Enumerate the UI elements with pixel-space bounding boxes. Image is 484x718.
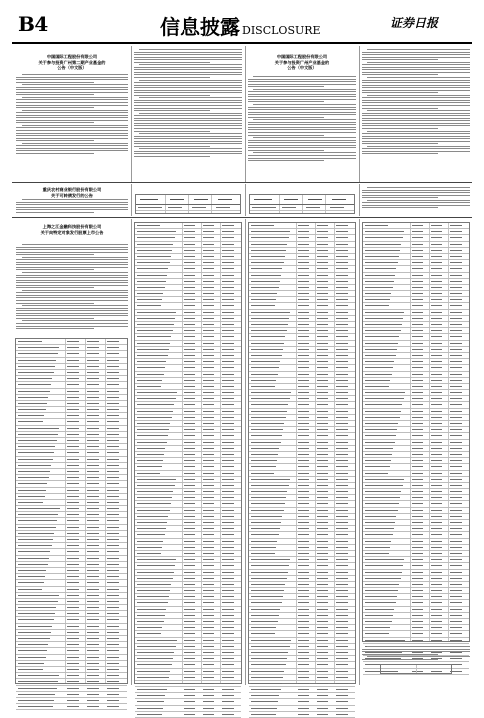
column-divider: [131, 46, 132, 182]
column-divider: [245, 184, 246, 216]
column-divider: [245, 46, 246, 182]
masthead: [12, 10, 472, 44]
section-title: [160, 11, 321, 40]
section-title-en: DISCLOSURE: [242, 24, 321, 37]
announcement-body: [362, 646, 470, 661]
announcement-body: [134, 49, 242, 159]
announcement-body: [16, 199, 128, 214]
section-divider: [12, 182, 472, 183]
data-table: [135, 194, 241, 214]
column-divider: [131, 184, 132, 216]
data-table: [249, 194, 355, 214]
table-row: [249, 712, 355, 718]
announcement-title: 中国国际工程股份有限公司 关于参与投资广州产业基金的 公告（中文版）: [274, 54, 330, 71]
signature-table: [380, 664, 452, 674]
table-row: [16, 704, 127, 710]
newspaper-logo: 证券日报: [390, 16, 439, 30]
announcement-title: 上海之江金融科技股份有限公司 关于向特定对象发行股票上市公告: [40, 224, 104, 235]
securities-table: [15, 338, 128, 684]
securities-table: [134, 222, 242, 684]
securities-table: [362, 222, 470, 642]
announcement-body: [248, 76, 356, 163]
page-number: B4: [18, 12, 48, 36]
announcement-body: [362, 49, 470, 156]
announcement-title: 中国国际工程股份有限公司 关于参与投资广州第二期产业基金的 公告（中文版）: [38, 54, 106, 71]
column-divider: [359, 184, 360, 216]
column-divider: [131, 219, 132, 685]
securities-table: [248, 222, 356, 684]
announcement-body: [362, 187, 470, 210]
announcement-title: 重庆农村商业银行股份有限公司 关于可转债发行的公告: [42, 187, 102, 198]
section-divider: [12, 217, 472, 218]
column-divider: [359, 46, 360, 182]
masthead-rule: [12, 42, 472, 44]
announcement-body: [16, 244, 128, 331]
column-divider: [245, 219, 246, 685]
table-row: [135, 712, 241, 718]
column-divider: [359, 219, 360, 685]
section-title-cn: 信息披露: [160, 15, 240, 39]
announcement-body: [16, 74, 128, 156]
